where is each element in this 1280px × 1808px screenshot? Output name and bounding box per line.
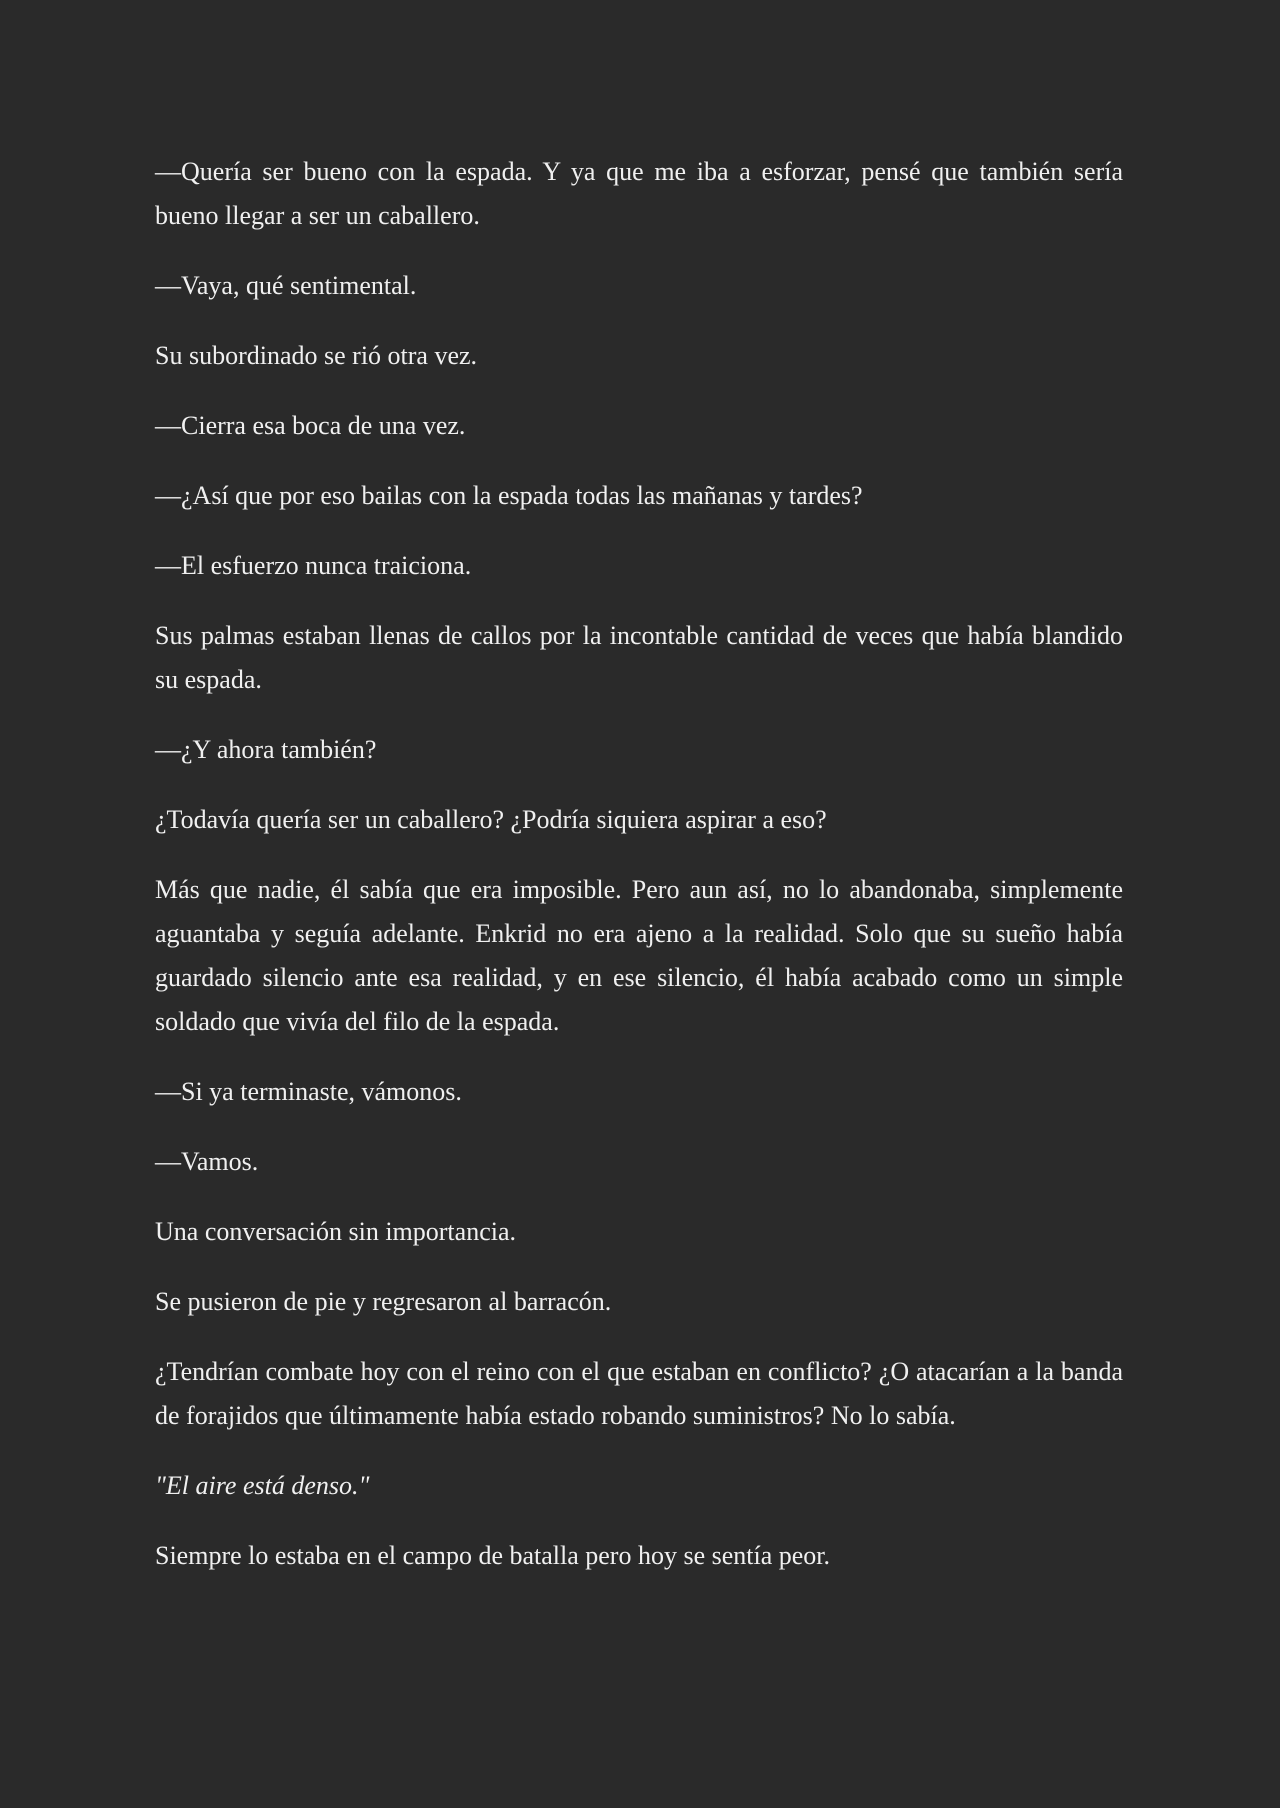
paragraph: Su subordinado se rió otra vez. xyxy=(155,341,478,370)
paragraph: —¿Así que por eso bailas con la espada todas las mañanas y tardes? xyxy=(155,481,863,510)
paragraph: ¿Tendrían combate hoy con el reino con el que estaban en conflicto? ¿O atacarían a la banda de forajidos que últimamente había estado robando suministros? No lo sabía. xyxy=(155,1357,1123,1430)
paragraph: —Vamos. xyxy=(155,1147,259,1176)
paragraph: —El esfuerzo nunca traiciona. xyxy=(155,551,472,580)
paragraph: Se pusieron de pie y regresaron al barracón. xyxy=(155,1287,612,1316)
paragraph: —Vaya, qué sentimental. xyxy=(155,271,417,300)
italic-thought-paragraph: "El aire está denso." xyxy=(155,1471,370,1500)
paragraph: Sus palmas estaban llenas de callos por la incontable cantidad de veces que había blandido su espada. xyxy=(155,621,1123,694)
paragraph: —Si ya terminaste, vámonos. xyxy=(155,1077,462,1106)
paragraph: Una conversación sin importancia. xyxy=(155,1217,516,1246)
paragraph: ¿Todavía quería ser un caballero? ¿Podría siquiera aspirar a eso? xyxy=(155,805,827,834)
paragraph: Siempre lo estaba en el campo de batalla pero hoy se sentía peor. xyxy=(155,1541,831,1570)
paragraph: Más que nadie, él sabía que era imposible. Pero aun así, no lo abandonaba, simplemente aguantaba y seguía adelante. Enkrid no era ajeno a la realidad. Solo que su sueño había guardado silencio ante esa realidad, y en ese silencio, él había acabado como un simple soldado que vivía del filo de la espada. xyxy=(155,875,1123,1036)
paragraph: —Cierra esa boca de una vez. xyxy=(155,411,466,440)
paragraph: —¿Y ahora también? xyxy=(155,735,377,764)
chapter-text xyxy=(155,150,1123,1604)
paragraph: —Quería ser bueno con la espada. Y ya que me iba a esforzar, pensé que también sería bueno llegar a ser un caballero. xyxy=(155,157,1123,230)
